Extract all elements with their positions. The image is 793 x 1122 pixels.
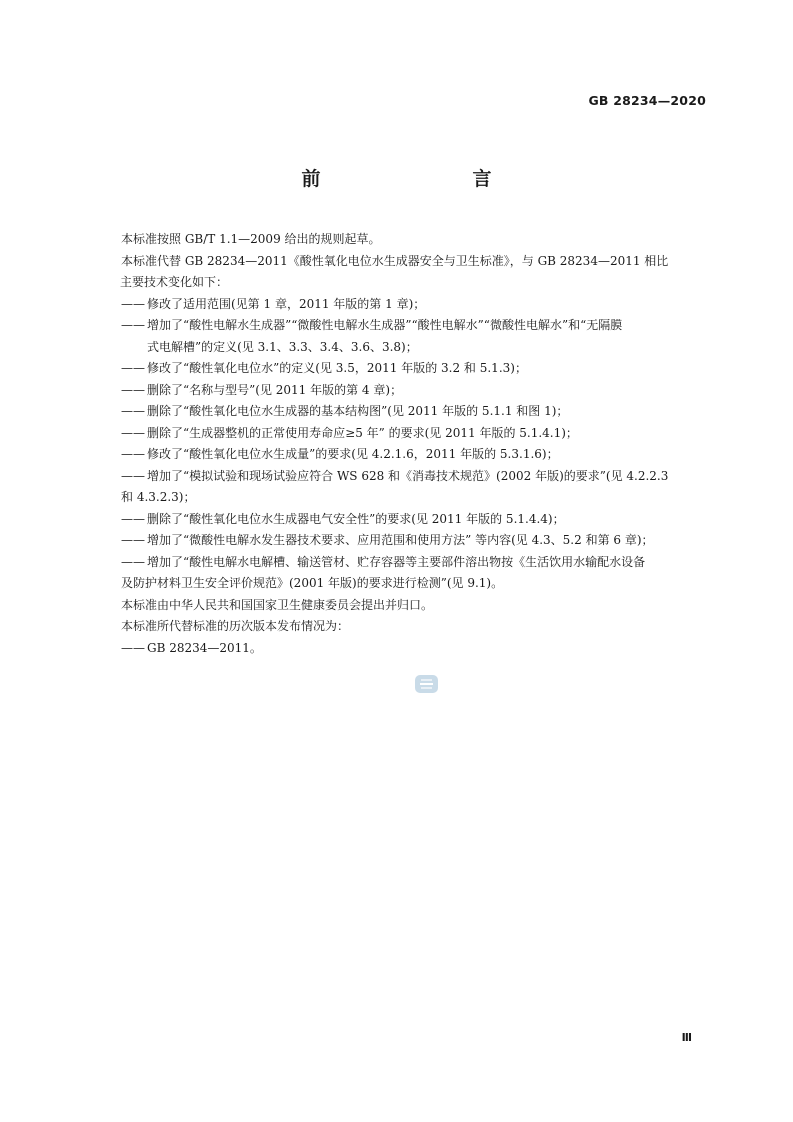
list-item-history <box>121 638 711 660</box>
list-item-continuation: 式电解槽”的定义(见 3.1、3.3、3.4、3.6、3.8)； <box>147 339 418 354</box>
list-item-text: 删除了“名称与型号”(见 2011 年版的第 4 章)； <box>147 382 403 397</box>
list-item-text: 删除了“酸性氧化电位水生成器电气安全性”的要求(见 2011 年版的 5.1.4.4)； <box>147 511 565 526</box>
list-item <box>121 444 711 466</box>
paragraph-drafting-rules: 本标准按照 GB/T 1.1—2009 给出的规则起草。 <box>121 232 381 246</box>
page-title: 前 言 <box>301 168 530 190</box>
list-item-continuation: 及防护材料卫生安全评价规范》(2001 年版)的要求进行检测”(见 9.1)。 <box>121 576 504 590</box>
list-item-text: 增加了“模拟试验和现场试验应符合 WS 628 和《消毒技术规范》(2002 年版)的要求”(见 4.2.2.3 <box>147 468 669 483</box>
paragraph-proposed-by: 本标准由中华人民共和国国家卫生健康委员会提出并归口。 <box>121 597 434 612</box>
list-item <box>121 423 711 445</box>
list-item-text: 修改了“酸性氧化电位水生成量”的要求(见 4.2.1.6，2011 年版的 5.3.1.6)； <box>147 447 559 461</box>
paragraph-replaces <box>121 251 711 273</box>
list-item <box>121 315 711 358</box>
paragraph-history-intro: 本标准所代替标准的历次版本发布情况为： <box>121 619 350 633</box>
list-dash: —— <box>121 640 145 655</box>
watermark-logo-icon <box>414 673 439 695</box>
paragraph-replaces-cont: 主要技术变化如下： <box>120 275 229 289</box>
list-item <box>121 552 711 595</box>
list-dash: —— <box>121 404 145 418</box>
paragraph-replaces-line1: 本标准代替 GB 28234—2011《酸性氧化电位水生成器安全与卫生标准》，与 GB 28234—2011 相比 <box>121 253 669 268</box>
list-item-text: 增加了“微酸性电解水发生器技术要求、应用范围和使用方法” 等内容(见 4.3、5.2 和第 6 章)； <box>147 533 654 547</box>
list-item <box>121 358 711 380</box>
list-item-continuation: 和 4.3.2.3)； <box>121 490 196 504</box>
list-item <box>121 530 711 552</box>
list-item <box>121 380 711 402</box>
list-item-text: 修改了“酸性氧化电位水”的定义(见 3.5，2011 年版的 3.2 和 5.1.3)； <box>147 361 527 375</box>
list-item-text: 删除了“酸性氧化电位水生成器的基本结构图”(见 2011 年版的 5.1.1 和图 1)； <box>147 404 569 418</box>
foreword-body <box>121 229 711 659</box>
list-item-text: 增加了“酸性电解水电解槽、输送管材、贮存容器等主要部件溶出物按《生活饮用水输配水设备 <box>147 554 646 569</box>
page-number: Ⅲ <box>681 1031 692 1044</box>
list-dash: —— <box>121 554 145 569</box>
list-item-text: 修改了适用范围(见第 1 章，2011 年版的第 1 章)； <box>147 296 426 311</box>
list-dash: —— <box>121 318 145 332</box>
list-dash: —— <box>121 468 145 483</box>
standard-code: GB 28234—2020 <box>588 93 706 108</box>
history-entry: GB 28234—2011。 <box>147 640 262 655</box>
list-item-text: 增加了“酸性电解水生成器”“微酸性电解水生成器”“酸性电解水”“微酸性电解水”和“无隔膜 <box>147 318 623 332</box>
list-dash: —— <box>121 447 145 461</box>
list-item <box>121 509 711 531</box>
list-item-text: 删除了“生成器整机的正常使用寿命应≥5 年” 的要求(见 2011 年版的 5.1.4.1)； <box>147 425 578 440</box>
list-dash: —— <box>121 382 145 397</box>
list-item <box>121 466 711 509</box>
list-dash: —— <box>121 533 145 547</box>
change-list <box>121 294 711 595</box>
list-dash: —— <box>121 425 145 440</box>
list-item <box>121 294 711 316</box>
list-dash: —— <box>121 511 145 526</box>
list-item <box>121 401 711 423</box>
list-dash: —— <box>121 361 145 375</box>
list-dash: —— <box>121 296 145 311</box>
